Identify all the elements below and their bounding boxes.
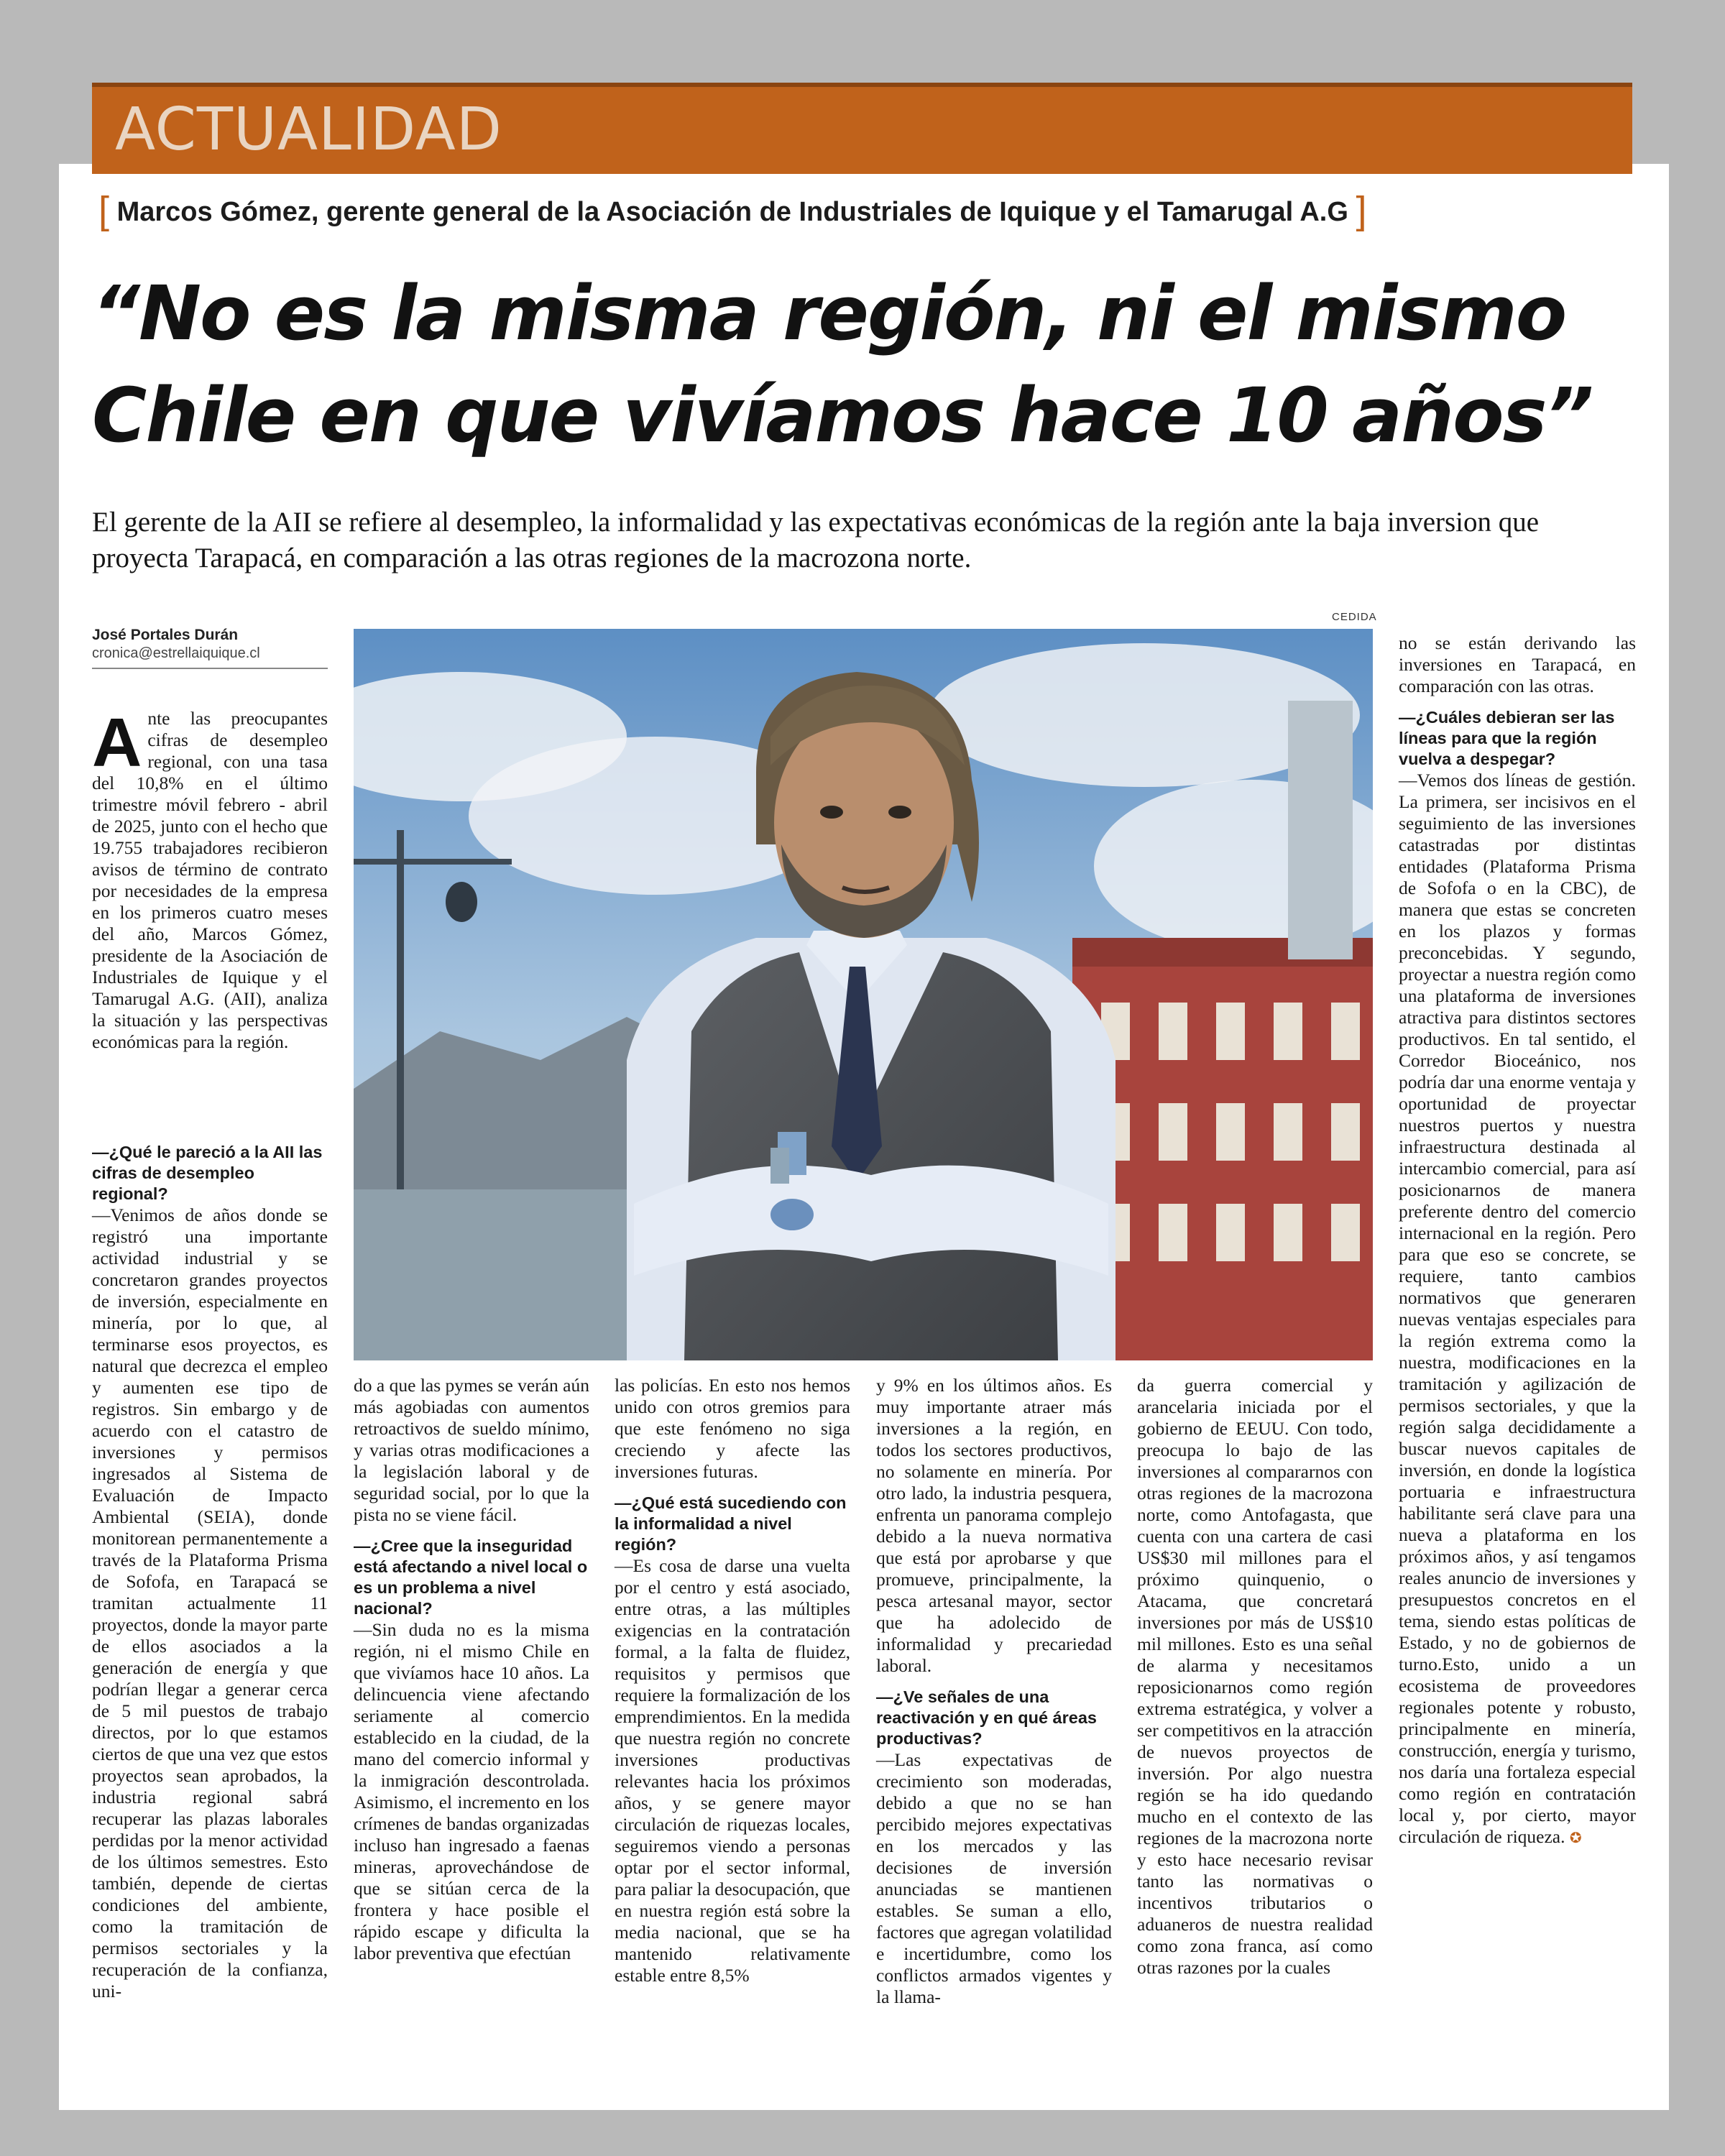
answer-2: —Sin duda no es la misma región, ni el mismo Chile en que vivíamos hace 10 años. La delincuencia viene afectando seriamente al comercio establecido en la ciudad, de la mano del comercio informal y la inmigración descontrolada. Asimismo, el incremento en los crímenes de bandas organizadas incluso han ingresado a faenas mineras, aprovechándose de que se sitúan cerca de la frontera y hace posible el rápido escape y dificulta la labor preventiva que efectúan (354, 1619, 589, 1963)
byline (92, 627, 328, 669)
end-mark-icon: ✪ (1569, 1829, 1582, 1846)
kicker (98, 188, 1608, 233)
question-2: —¿Cree que la inseguridad está afectando a nivel local o es un problema a nivel nacional? (354, 1537, 588, 1618)
kicker-text: Marcos Gómez, gerente general de la Asociación de Industriales de Iquique y el Tamarugal A.G (116, 197, 1348, 227)
answer-2-end: las policías. En esto nos hemos unido con otros gremios para que este fenómeno no siga creciendo y afecte las inversiones futuras. (615, 1375, 850, 1482)
question-1: —¿Qué le pareció a la AII las cifras de desempleo regional? (92, 1143, 323, 1203)
answer-4-part-1: —Las expectativas de crecimiento son moderadas, debido a que no se han percibido mejores expectativas en los mercados y las decisiones de inversión anunciadas se mantienen estables. Se suman a ello, factores que agregan volatilidad e incertidumbre, como los conflictos armados vigentes y la llama- (876, 1749, 1112, 2007)
author-name: José Portales Durán (92, 627, 239, 643)
question-5: —¿Cuáles debieran ser las líneas para que la región vuelva a despegar? (1399, 708, 1615, 768)
article-column-3 (615, 1375, 850, 1986)
article-column-6 (1399, 632, 1636, 1848)
article-column-5 (1137, 1375, 1373, 1978)
section-title: ACTUALIDAD (115, 96, 502, 164)
answer-4-part-2: da guerra comercial y arancelaria iniciada por el gobierno de EEUU. Con todo, preocupa lo bajo de las inversiones al compararnos con otras regiones de la macrozona norte, como Antofagasta, que cuenta con una cartera de casi US$30 mil millones para el próximo quinquenio, o Atacama, que concretará inversiones por más de US$10 mil millones. Esto es una señal de alarma y necesitamos reposicionarnos como región extrema estratégica, y volver a ser competitivos en la atracción de nuevos proyectos de inversión. Por algo nuestra región se ha ido quedando mucho en el contexto de las regiones de la macrozona norte y esto hace necesario revisar tanto las normativas o incentivos tributarios o aduaneros de nuestra realidad como zona franca, así como otras razones por la cuales (1137, 1375, 1373, 1978)
article-column-1 (92, 704, 328, 1053)
author-email: cronica@estrellaiquique.cl (92, 645, 260, 661)
article-column-1-lower (92, 1132, 328, 2002)
question-4: —¿Ve señales de una reactivación y en qué áreas productivas? (876, 1687, 1097, 1748)
kicker-bracket-open: [ (98, 189, 110, 232)
question-3: —¿Qué está sucediendo con la informalidad a nivel región? (615, 1493, 847, 1554)
answer-1-part-2: do a que las pymes se verán aún más agobiadas con aumentos retroactivos de sueldo mínimo, y varias otras modificaciones a la legislación laboral y de seguridad social, por lo que la pista no se viene fácil. (354, 1375, 589, 1525)
answer-1-part-1: —Venimos de años donde se registró una importante actividad industrial y se concretaron grandes proyectos de inversión, especialmente en minería, por lo que, al terminarse esos proyectos, es natural que decrezca el empleo y aumenten ese tipo de registros. Sin embargo y de acuerdo con el catastro de inversiones y permisos ingresados al Sistema de Evaluación de Impacto Ambiental (SEIA), donde monitorean permanentemente a través de la Plataforma Prisma de Sofofa, en Tarapacá se tramitan actualmente 11 proyectos, donde la mayor parte de ellos asociados a la generación de energía y que podrían llegar a generar cerca de 5 mil puestos de trabajo directos, por lo que estamos ciertos de que una vez que estos proyectos sean aprobados, la industria regional sabrá recuperar las plazas laborales perdidas por la menor actividad de los últimos semestres. Esto también, depende de ciertas condiciones del ambiente, como la tramitación de permisos sectoriales y la recuperación de la confianza, uni- (92, 1204, 328, 2001)
portrait-illustration (354, 629, 1373, 1360)
article-intro: nte las preocupantes cifras de desempleo regional, con una tasa del 10,8% en el último trimestre móvil febrero - abril de 2025, junto con el hecho que 19.755 trabajadores recibieron avisos de término de contrato por necesidades de la empresa en los primeros cuatro meses del año, Marcos Gómez, presidente de la Asociación de Industriales de Iquique y el Tamarugal A.G. (AII), analiza la situación y las perspectivas económicas para la región. (92, 708, 328, 1052)
section-bar (92, 83, 1632, 174)
photo-credit: CEDIDA (1332, 611, 1377, 623)
answer-5 (1399, 770, 1636, 1848)
article-column-4 (876, 1375, 1112, 2008)
answer-3-part-1: —Es cosa de darse una vuelta por el centro y está asociado, entre otras, a las múltiples exigencias en la contratación formal, a la falta de fluidez, requisitos y permisos que requiere la formalización de los emprendimientos. En la medida que nuestra región no concrete inversiones productivas relevantes hacia los próximos años, y se genere mayor circulación de riquezas locales, seguiremos viendo a personas optar por el sector informal, para paliar la desocupación, que en nuestra región está sobre la media nacional, que se ha mantenido relativamente estable entre 8,5% (615, 1555, 850, 1986)
article-column-2 (354, 1375, 589, 1964)
headline: “No es la misma región, ni el mismo Chile en que vivíamos hace 10 años” (92, 270, 1593, 459)
drop-cap: A (92, 704, 142, 781)
answer-5-text: —Vemos dos líneas de gestión. La primera, ser incisivos en el seguimiento de las inversiones catastradas por distintas entidades (Plataforma Prisma de Sofofa o en la CBC), de manera que estas se concreten en los plazos y formas preconcebidas. Y segundo, proyectar a nuestra región como una plataforma de inversiones atractiva para distintos sectores productivos. En tal sentido, el Corredor Bioceánico, nos podría dar una enorme ventaja y oportunidad de proyectar nuestros puertos y nuestra infraestructura destinada al intercambio comercial, para así posicionarnos de manera preferente dentro del comercio internacional en la región. Pero para que eso se concrete, se requiere, tanto cambios normativos que generaren nuevas ventajas especiales para la región extrema como la nuestra, modificaciones en la tramitación y agilización de permisos sectoriales, y que la región salga decididamente a buscar nuevos capitales de inversión, en donde la logística portuaria e infraestructura habilitante será clave para una nueva a plataforma en los próximos años, y así tengamos reales anuncio de inversiones y presupuestos concretos en el tema, siendo estas políticas de Estado, y no de gobiernos de turno.Esto, unido a un ecosistema de proveedores regionales potente y robusto, principalmente en minería, construcción, energía y turismo, nos daría una fortaleza especial como región en contratación local y, por cierto, mayor circulación de riqueza. (1399, 770, 1636, 1847)
answer-3-part-2: y 9% en los últimos años. Es muy importante atraer más inversiones a la región, en todos los sectores productivos, no solamente en minería. Por otro lado, la industria pesquera, enfrenta un panorama complejo debido a la nueva normativa que está por aprobarse y que promueve, principalmente, la pesca artesanal mayor, sector que ha adolecido de informalidad y precariedad laboral. (876, 1375, 1112, 1676)
kicker-bracket-close: ] (1356, 189, 1367, 232)
deck: El gerente de la AII se refiere al desempleo, la informalidad y las expectativas económicas de la región ante la baja inversion que proyecta Tarapacá, en comparación a las otras regiones de la macrozona norte. (92, 507, 1540, 573)
portrait-photo (354, 629, 1373, 1360)
answer-4-part-3: no se están derivando las inversiones en Tarapacá, en comparación con las otras. (1399, 632, 1636, 696)
